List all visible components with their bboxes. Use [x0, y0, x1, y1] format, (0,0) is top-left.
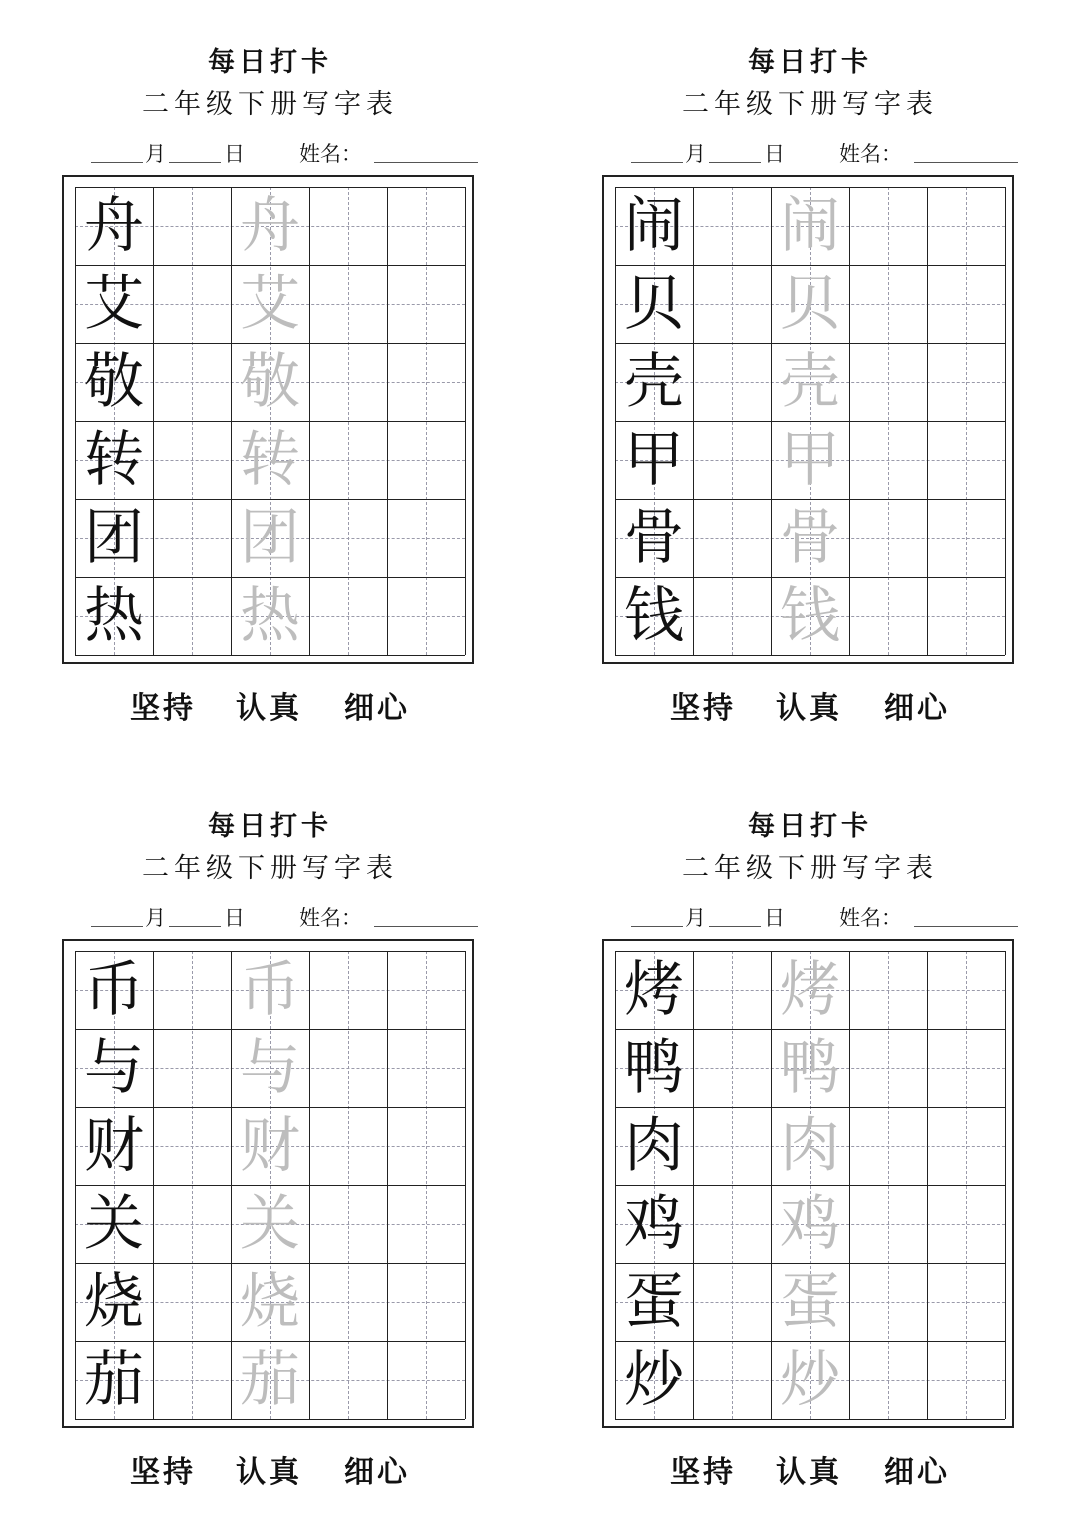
practice-cell[interactable] [309, 577, 387, 655]
day-label: 日 [224, 906, 245, 930]
practice-cell[interactable] [849, 1029, 927, 1107]
model-character: 敬 [84, 347, 144, 417]
practice-cell[interactable] [849, 265, 927, 343]
model-character: 甲 [624, 425, 684, 495]
practice-cell[interactable] [387, 499, 465, 577]
day-label: 日 [764, 906, 785, 930]
practice-cell[interactable] [309, 951, 387, 1029]
trace-character: 炒 [780, 1345, 840, 1415]
month-label: 月 [685, 142, 706, 166]
practice-cell[interactable] [927, 1029, 1005, 1107]
practice-cell[interactable] [309, 1341, 387, 1419]
practice-cell[interactable] [693, 421, 771, 499]
trace-character: 骨 [780, 503, 840, 573]
trace-character: 肉 [780, 1111, 840, 1181]
practice-cell[interactable] [309, 421, 387, 499]
practice-cell[interactable] [927, 265, 1005, 343]
day-blank[interactable] [709, 162, 761, 163]
trace-character: 烧 [240, 1267, 300, 1337]
practice-cell[interactable] [927, 187, 1005, 265]
trace-character: 贝 [780, 269, 840, 339]
name-label: 姓名： [299, 906, 362, 930]
motto-persist: 坚持 [670, 691, 736, 726]
practice-cell[interactable] [693, 1341, 771, 1419]
practice-card [0, 764, 540, 1527]
day-blank[interactable] [169, 162, 221, 163]
practice-card [540, 0, 1080, 763]
motto-persist: 坚持 [670, 1455, 736, 1490]
card-title: 每日打卡 [748, 811, 872, 842]
model-character: 艾 [84, 269, 144, 339]
month-label: 月 [145, 906, 166, 930]
name-label: 姓名： [299, 142, 362, 166]
practice-cell[interactable] [153, 499, 231, 577]
model-character: 炒 [624, 1345, 684, 1415]
name-blank[interactable] [374, 162, 478, 163]
trace-character: 艾 [240, 269, 300, 339]
model-character: 钱 [624, 581, 684, 651]
trace-character: 敬 [240, 347, 300, 417]
practice-cell[interactable] [927, 1107, 1005, 1185]
model-character: 鸭 [624, 1033, 684, 1103]
practice-cell[interactable] [849, 577, 927, 655]
day-label: 日 [224, 142, 245, 166]
name-label: 姓名： [839, 142, 902, 166]
practice-cell[interactable] [309, 1185, 387, 1263]
practice-cell[interactable] [693, 187, 771, 265]
practice-cell[interactable] [387, 421, 465, 499]
practice-cell[interactable] [693, 577, 771, 655]
practice-cell[interactable] [387, 1107, 465, 1185]
practice-cell[interactable] [387, 577, 465, 655]
motto-persist: 坚持 [130, 1455, 196, 1490]
model-character: 闹 [624, 191, 684, 261]
practice-cell[interactable] [693, 343, 771, 421]
trace-character: 团 [240, 503, 300, 573]
practice-cell[interactable] [387, 265, 465, 343]
trace-character: 币 [240, 955, 300, 1025]
month-blank[interactable] [631, 926, 683, 927]
motto-careful: 细心 [884, 691, 950, 726]
model-character: 壳 [624, 347, 684, 417]
model-character: 关 [84, 1189, 144, 1259]
practice-card [540, 764, 1080, 1527]
practice-cell[interactable] [849, 1107, 927, 1185]
day-label: 日 [764, 142, 785, 166]
practice-cell[interactable] [309, 499, 387, 577]
practice-cell[interactable] [153, 343, 231, 421]
practice-cell[interactable] [693, 499, 771, 577]
practice-cell[interactable] [849, 421, 927, 499]
practice-cell[interactable] [309, 1029, 387, 1107]
practice-cell[interactable] [387, 1185, 465, 1263]
month-blank[interactable] [631, 162, 683, 163]
practice-cell[interactable] [387, 1029, 465, 1107]
writing-grid [615, 187, 1005, 655]
practice-cell[interactable] [849, 1263, 927, 1341]
month-label: 月 [145, 142, 166, 166]
trace-character: 钱 [780, 581, 840, 651]
writing-grid-frame [62, 175, 474, 664]
writing-grid-frame [602, 939, 1014, 1428]
practice-cell[interactable] [153, 265, 231, 343]
trace-character: 关 [240, 1189, 300, 1259]
motto-persist: 坚持 [130, 691, 196, 726]
trace-character: 财 [240, 1111, 300, 1181]
day-blank[interactable] [709, 926, 761, 927]
practice-cell[interactable] [693, 1185, 771, 1263]
month-blank[interactable] [91, 162, 143, 163]
practice-cell[interactable] [153, 951, 231, 1029]
motto-serious: 认真 [236, 1455, 302, 1490]
model-character: 茄 [84, 1345, 144, 1415]
grid-line [1005, 951, 1006, 1419]
practice-cell[interactable] [849, 343, 927, 421]
trace-character: 鸭 [780, 1033, 840, 1103]
name-blank[interactable] [374, 926, 478, 927]
practice-cell[interactable] [387, 187, 465, 265]
grid-line [615, 655, 1005, 656]
practice-cell[interactable] [927, 1263, 1005, 1341]
card-title: 每日打卡 [208, 47, 332, 78]
motto-careful: 细心 [344, 691, 410, 726]
practice-cell[interactable] [693, 951, 771, 1029]
writing-grid [75, 187, 465, 655]
practice-cell[interactable] [693, 1263, 771, 1341]
card-title: 每日打卡 [748, 47, 872, 78]
practice-cell[interactable] [849, 1341, 927, 1419]
card-subtitle: 二年级下册写字表 [682, 853, 938, 884]
model-character: 热 [84, 581, 144, 651]
practice-cell[interactable] [693, 265, 771, 343]
grid-line [465, 951, 466, 1419]
date-name-line [91, 138, 481, 168]
practice-cell[interactable] [849, 1185, 927, 1263]
trace-character: 甲 [780, 425, 840, 495]
model-character: 骨 [624, 503, 684, 573]
practice-cell[interactable] [387, 1341, 465, 1419]
practice-cell[interactable] [387, 951, 465, 1029]
name-blank[interactable] [914, 926, 1018, 927]
writing-grid-frame [602, 175, 1014, 664]
card-subtitle: 二年级下册写字表 [682, 89, 938, 120]
month-blank[interactable] [91, 926, 143, 927]
practice-cell[interactable] [153, 1263, 231, 1341]
practice-cell[interactable] [309, 1107, 387, 1185]
name-label: 姓名： [839, 906, 902, 930]
writing-grid [75, 951, 465, 1419]
practice-cell[interactable] [927, 1341, 1005, 1419]
practice-cell[interactable] [309, 1263, 387, 1341]
trace-character: 烤 [780, 955, 840, 1025]
model-character: 财 [84, 1111, 144, 1181]
motto-serious: 认真 [776, 691, 842, 726]
practice-cell[interactable] [693, 1029, 771, 1107]
date-name-line [631, 138, 1021, 168]
writing-grid [615, 951, 1005, 1419]
day-blank[interactable] [169, 926, 221, 927]
model-character: 贝 [624, 269, 684, 339]
practice-cell[interactable] [927, 577, 1005, 655]
practice-cell[interactable] [927, 951, 1005, 1029]
model-character: 蛋 [624, 1267, 684, 1337]
model-character: 舟 [84, 191, 144, 261]
trace-character: 舟 [240, 191, 300, 261]
practice-cell[interactable] [309, 265, 387, 343]
practice-cell[interactable] [927, 1185, 1005, 1263]
practice-cell[interactable] [153, 1107, 231, 1185]
model-character: 烧 [84, 1267, 144, 1337]
trace-character: 与 [240, 1033, 300, 1103]
grid-line [615, 1419, 1005, 1420]
model-character: 与 [84, 1033, 144, 1103]
card-subtitle: 二年级下册写字表 [142, 89, 398, 120]
practice-cell[interactable] [153, 1185, 231, 1263]
date-name-line [631, 902, 1021, 932]
practice-cell[interactable] [309, 343, 387, 421]
date-name-line [91, 902, 481, 932]
motto-serious: 认真 [236, 691, 302, 726]
name-blank[interactable] [914, 162, 1018, 163]
practice-cell[interactable] [927, 499, 1005, 577]
month-label: 月 [685, 906, 706, 930]
grid-line [465, 187, 466, 655]
trace-character: 鸡 [780, 1189, 840, 1259]
card-subtitle: 二年级下册写字表 [142, 853, 398, 884]
model-character: 烤 [624, 955, 684, 1025]
model-character: 转 [84, 425, 144, 495]
model-character: 鸡 [624, 1189, 684, 1259]
practice-cell[interactable] [309, 187, 387, 265]
practice-cell[interactable] [387, 1263, 465, 1341]
practice-cell[interactable] [153, 1341, 231, 1419]
writing-grid-frame [62, 939, 474, 1428]
practice-cell[interactable] [153, 1029, 231, 1107]
practice-cell[interactable] [693, 1107, 771, 1185]
trace-character: 蛋 [780, 1267, 840, 1337]
practice-cell[interactable] [849, 951, 927, 1029]
grid-line [75, 655, 465, 656]
grid-line [1005, 187, 1006, 655]
practice-cell[interactable] [927, 421, 1005, 499]
grid-line [75, 1419, 465, 1420]
practice-cell[interactable] [153, 187, 231, 265]
practice-cell[interactable] [153, 421, 231, 499]
practice-cell[interactable] [927, 343, 1005, 421]
practice-cell[interactable] [387, 343, 465, 421]
motto-careful: 细心 [344, 1455, 410, 1490]
trace-character: 茄 [240, 1345, 300, 1415]
card-title: 每日打卡 [208, 811, 332, 842]
model-character: 币 [84, 955, 144, 1025]
trace-character: 热 [240, 581, 300, 651]
model-character: 肉 [624, 1111, 684, 1181]
trace-character: 闹 [780, 191, 840, 261]
practice-cell[interactable] [153, 577, 231, 655]
trace-character: 转 [240, 425, 300, 495]
trace-character: 壳 [780, 347, 840, 417]
practice-cell[interactable] [849, 187, 927, 265]
motto-careful: 细心 [884, 1455, 950, 1490]
practice-cell[interactable] [849, 499, 927, 577]
motto-serious: 认真 [776, 1455, 842, 1490]
model-character: 团 [84, 503, 144, 573]
practice-card [0, 0, 540, 763]
